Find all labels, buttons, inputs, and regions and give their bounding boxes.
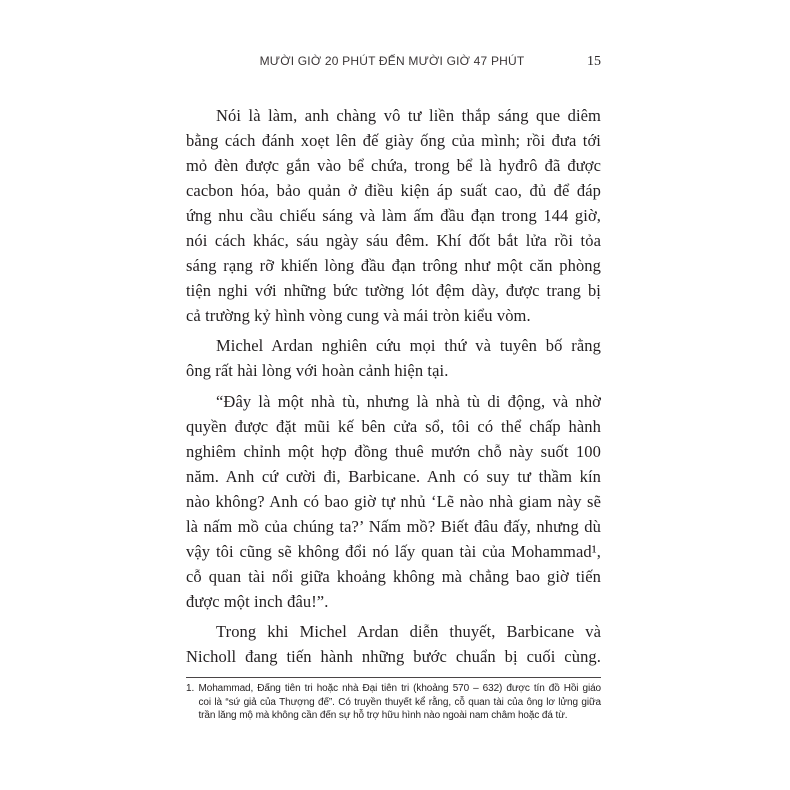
paragraph xyxy=(186,619,601,669)
footnote-line: trần lăng mộ mà không cần đến sự hỗ trợ hữu hình nào ngoài nam châm hoặc đá từ. xyxy=(198,710,568,721)
footnote-line: Mohammad, Đấng tiên tri hoặc nhà Đại tiên tri (khoảng 570 – 632) được tín đồ Hồi giáo xyxy=(198,683,601,694)
text-line: nói cách khác, sáu ngày sáu đêm. Khí đốt bắt lửa rồi tỏa xyxy=(186,230,601,250)
text-line: là nấm mồ của chúng ta?’ Nấm mồ? Biết đâu đấy, nhưng dù xyxy=(186,516,601,536)
text-line: nào không? Anh có bao giờ tự nhủ ‘Lẽ nào nhà giam này sẽ xyxy=(186,491,601,511)
text-line: sáng rạng rỡ khiến lòng đầu đạn trông như một căn phòng xyxy=(186,255,601,275)
footnote-number: 1. xyxy=(186,683,195,694)
text-line: quyền được đặt mũi kế bên cửa sổ, tôi có thể chấp hành xyxy=(186,416,601,436)
footnote-line: coi là “sứ giả của Thượng đế”. Có truyền thuyết kể rằng, cỗ quan tài của ông lơ lửng giữa xyxy=(198,696,601,708)
text-line: nghiêm chỉnh một hợp đồng thuê mướn chỗ này suốt 100 xyxy=(186,441,601,461)
text-line: ứng nhu cầu chiếu sáng và làm ấm đầu đạn trong 144 giờ, xyxy=(186,205,601,225)
text-line: tiện nghi với những bức tường lót đệm dày, được trang bị xyxy=(186,280,601,300)
text-line: Nói là làm, anh chàng vô tư liền thắp sáng que diêm xyxy=(216,105,601,125)
text-line: Michel Ardan nghiên cứu mọi thứ và tuyên bố rằng xyxy=(216,336,601,355)
footnote-text xyxy=(199,682,602,723)
text-line: Nicholl đang tiến hành những bước chuẩn bị cuối cùng. xyxy=(186,647,601,666)
paragraph xyxy=(186,389,601,614)
text-line: năm. Anh cứ cười đi, Barbicane. Anh có suy tư thầm kín xyxy=(186,466,601,486)
paragraph xyxy=(186,333,601,383)
text-line: bằng cách đánh xoẹt lên đế giày ống của mình; rồi đưa tới xyxy=(186,130,601,150)
text-line: “Đây là một nhà tù, nhưng là nhà tù di động, và nhờ xyxy=(216,391,601,411)
page-number: 15 xyxy=(587,54,601,69)
text-line: mỏ đèn được gắn vào bể chứa, trong bể là hyđrô đã được xyxy=(186,155,601,175)
text-line: cacbon hóa, bảo quản ở điều kiện áp suất cao, đủ để đáp xyxy=(186,180,601,200)
text-line: vậy tôi cũng sẽ không đổi nó lấy quan tài của Mohammad¹, xyxy=(186,541,601,561)
text-line: Trong khi Michel Ardan diễn thuyết, Barbicane và xyxy=(216,622,601,641)
text-line: ông rất hài lòng với hoàn cảnh hiện tại. xyxy=(186,361,449,380)
text-line: cỗ quan tài nổi giữa khoảng không mà chẳng bao giờ tiến xyxy=(186,566,601,586)
running-header-title: MƯỜI GIỜ 20 PHÚT ĐẾN MƯỜI GIỜ 47 PHÚT xyxy=(259,54,525,68)
paragraph xyxy=(186,103,601,328)
body-text xyxy=(186,103,601,670)
footnote-divider xyxy=(186,677,601,678)
text-line: được một inch đâu!”. xyxy=(186,591,329,611)
text-line: cả trường kỷ hình vòng cung và mái tròn kiểu vòm. xyxy=(186,305,531,325)
